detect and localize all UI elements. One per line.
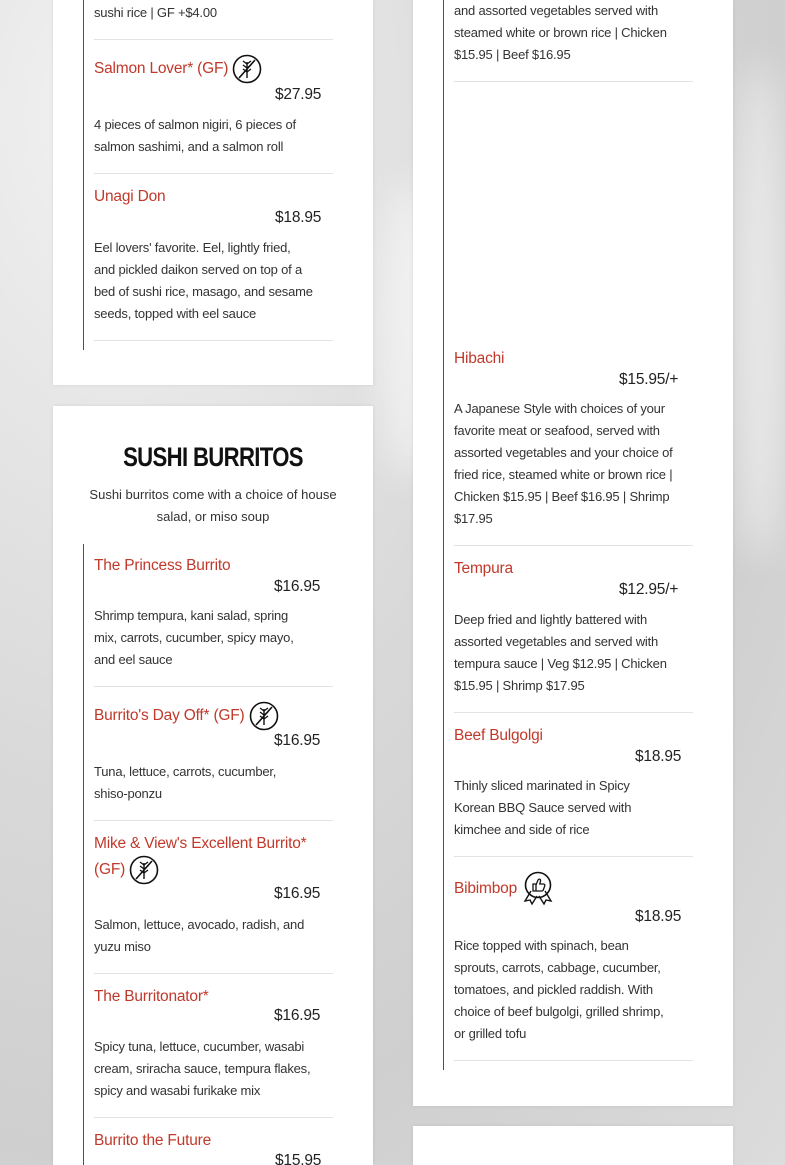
item-divider xyxy=(454,545,693,546)
section-subtitle: Sushi burritos come with a choice of house salad, or miso soup xyxy=(89,487,337,524)
item-description: Tuna, lettuce, carrots, cucumber, shiso-ponzu xyxy=(94,764,277,801)
item-divider xyxy=(454,81,693,82)
item-divider xyxy=(454,1060,693,1061)
gluten-free-icon xyxy=(129,855,159,885)
item-description: Deep fried and lightly battered with assorted vegetables and served with tempura sauce | Veg $12.95 | Chicken $15.95 | Shrimp $17.95 xyxy=(454,612,667,693)
item-description: Thinly sliced marinated in Spicy Korean BBQ Sauce served with kimchee and side of rice xyxy=(454,778,632,837)
item-price: $16.95 xyxy=(274,578,321,595)
item-price: $16.95 xyxy=(274,732,321,749)
section-rail xyxy=(83,544,84,1165)
background-highlight xyxy=(735,60,785,560)
item-name: Bibimbop xyxy=(454,880,518,898)
item-divider xyxy=(454,712,693,713)
item-name: Unagi Don xyxy=(94,188,166,205)
gluten-free-icon xyxy=(232,54,262,84)
menu-item-tail: and assorted vegetables served with steamed white or brown rice | Chicken $15.95 | Beef $16.95 xyxy=(454,3,667,62)
gluten-free-icon xyxy=(249,701,279,731)
item-price: $16.95 xyxy=(274,885,321,902)
item-price: $18.95 xyxy=(275,209,322,226)
thumbs-up-badge-icon xyxy=(521,871,555,907)
item-price: $15.95 xyxy=(275,1152,322,1165)
item-description: A Japanese Style with choices of your favorite meat or seafood, served with assorted vegetables and your choice of fried rice, steamed white or brown rice | Chicken $15.95 | Beef $16.95 | Shrimp $17.95 xyxy=(454,401,673,526)
item-name: Tempura xyxy=(454,560,513,577)
item-price: $27.95 xyxy=(275,86,322,103)
menu-item-excellent-burrito[interactable] xyxy=(94,832,334,954)
item-divider xyxy=(94,686,333,687)
item-name: Salmon Lover* (GF) xyxy=(94,60,229,78)
item-price: $15.95/+ xyxy=(619,371,679,388)
item-price: $12.95/+ xyxy=(619,581,679,598)
item-price: $18.95 xyxy=(635,748,682,765)
section-rail xyxy=(443,0,444,1070)
item-name: Hibachi xyxy=(454,350,505,367)
item-divider xyxy=(94,1117,333,1118)
item-name: Mike & View's Excellent Burrito* (GF) xyxy=(94,835,307,879)
item-divider xyxy=(94,820,333,821)
item-name: Burrito the Future xyxy=(94,1132,212,1149)
menu-item-burrito-the-future[interactable] xyxy=(94,1129,334,1165)
menu-item-tail: sushi rice | GF +$4.00 xyxy=(94,5,217,20)
menu-item-burritos-day-off[interactable] xyxy=(94,701,334,801)
item-description: Eel lovers' favorite. Eel, lightly fried, and pickled daikon served on top of a bed of sushi rice, masago, and sesame seeds, topped with eel sauce xyxy=(94,240,313,321)
menu-item-salmon-lover[interactable] xyxy=(94,54,334,154)
menu-item-beef-bulgolgi[interactable] xyxy=(454,724,694,837)
item-description: 4 pieces of salmon nigiri, 6 pieces of salmon sashimi, and a salmon roll xyxy=(94,117,296,154)
menu-item-tempura[interactable] xyxy=(454,557,694,693)
menu-card-next xyxy=(413,1126,733,1165)
item-divider xyxy=(454,856,693,857)
item-price: $18.95 xyxy=(635,908,682,925)
menu-item-burritonator[interactable] xyxy=(94,985,334,1098)
item-description: Salmon, lettuce, avocado, radish, and yuzu miso xyxy=(94,917,305,954)
item-price: $16.95 xyxy=(274,1007,321,1024)
menu-item-hibachi[interactable] xyxy=(454,347,694,526)
item-divider xyxy=(94,340,333,341)
item-name: Beef Bulgolgi xyxy=(454,727,543,744)
item-name: Burrito's Day Off* (GF) xyxy=(94,707,245,725)
menu-item-princess-burrito[interactable] xyxy=(94,554,334,667)
item-description: Spicy tuna, lettuce, cucumber, wasabi cream, sriracha sauce, tempura flakes, spicy and wasabi furikake mix xyxy=(94,1039,311,1098)
section-rail xyxy=(83,0,84,350)
section-title: SUSHI BURRITOS xyxy=(123,442,303,472)
item-divider xyxy=(94,173,333,174)
item-name: The Princess Burrito xyxy=(94,557,231,574)
menu-item-bibimbop[interactable] xyxy=(454,871,694,1041)
item-divider xyxy=(94,39,333,40)
item-divider xyxy=(94,973,333,974)
menu-item-unagi-don[interactable] xyxy=(94,185,334,321)
item-name: The Burritonator* xyxy=(94,988,209,1005)
item-description: Shrimp tempura, kani salad, spring mix, carrots, cucumber, spicy mayo, and eel sauce xyxy=(94,608,294,667)
item-description: Rice topped with spinach, bean sprouts, carrots, cabbage, cucumber, tomatoes, and pickled raddish. With choice of beef bulgolgi, grilled shrimp, or grilled tofu xyxy=(454,938,664,1041)
